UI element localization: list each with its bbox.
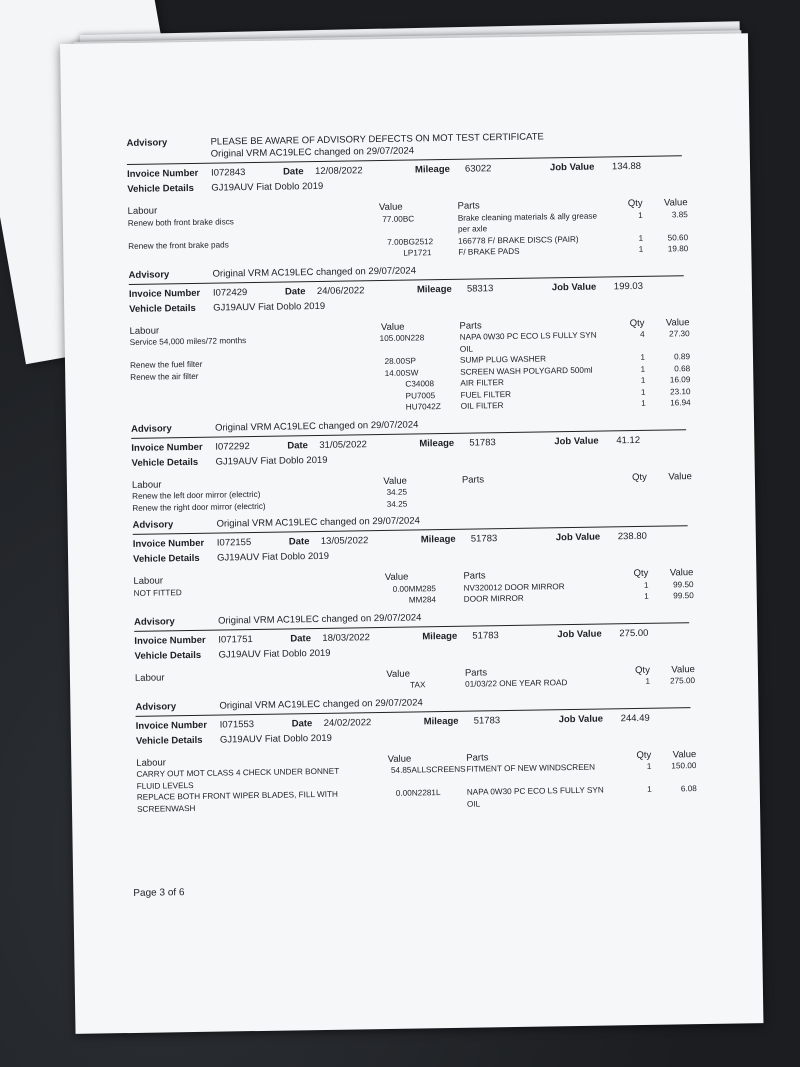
part-value [647, 482, 692, 494]
column-header: Value [663, 197, 688, 209]
mileage-value: 51783 [472, 629, 499, 642]
part-value: 99.50 [672, 579, 694, 589]
job-table [136, 748, 697, 815]
labour-value: 28.00 [384, 356, 406, 366]
part-desc: SCREEN WASH POLYGARD 500ml [460, 365, 593, 377]
part-code [407, 486, 462, 498]
advisory-label: Advisory [135, 700, 177, 713]
date-value: 24/02/2022 [323, 716, 372, 729]
column-header: Value [387, 753, 412, 765]
part-qty [607, 494, 647, 506]
mileage-label: Mileage [414, 163, 450, 176]
part-code: TAX [410, 680, 426, 690]
column-header: Labour [136, 756, 166, 769]
part-desc: SUMP PLUG WASHER [459, 354, 547, 365]
date-value: 31/05/2022 [319, 438, 367, 451]
labour-desc: Renew the right door mirror (electric) [132, 501, 266, 513]
part-desc: NAPA 0W30 PC ECO LS FULLY SYN OIL [466, 785, 604, 809]
labour-value: 77.00 [382, 214, 403, 224]
advisory-line: Original VRM AC19LEC changed on 29/07/2024 [219, 696, 423, 712]
document-page [60, 33, 763, 1034]
job-value-label: Job Value [555, 531, 601, 544]
column-header: Parts [457, 200, 480, 212]
part-qty: 1 [643, 580, 649, 590]
part-qty: 1 [644, 591, 649, 601]
invoice-record [134, 608, 696, 696]
labour-value: 0.00 [395, 788, 412, 798]
vehicle-details-value: GJ19AUV Fiat Doblo 2019 [215, 454, 328, 468]
labour-value [355, 390, 405, 402]
invoice-number-label: Invoice Number [131, 441, 203, 454]
mileage-label: Mileage [423, 715, 459, 727]
advisory-label: Advisory [126, 137, 168, 149]
labour-value: 34.25 [386, 499, 408, 509]
invoice-record [126, 129, 689, 263]
mileage-label: Mileage [416, 283, 452, 295]
date-label: Date [288, 536, 310, 548]
vehicle-details-value: GJ19AUV Fiat Doblo 2019 [217, 550, 330, 564]
job-value-label: Job Value [554, 435, 599, 447]
invoice-number-label: Invoice Number [132, 537, 205, 550]
vehicle-details-label: Vehicle Details [135, 734, 203, 747]
part-value: 3.85 [671, 209, 688, 219]
column-header [407, 474, 462, 486]
vehicle-details-label: Vehicle Details [127, 182, 194, 195]
labour-value: 105.00 [379, 333, 405, 344]
column-header [410, 667, 465, 679]
job-value-label: Job Value [558, 713, 604, 725]
part-code: C34008 [405, 379, 435, 389]
vehicle-details-label: Vehicle Details [133, 552, 200, 565]
part-desc: 166778 F/ BRAKE DISCS (PAIR) [458, 234, 579, 246]
labour-value [360, 680, 410, 692]
column-header: Parts [464, 666, 488, 679]
labour-value [359, 595, 409, 607]
column-header: Labour [127, 205, 158, 217]
invoice-record [130, 415, 692, 514]
part-code: ALLSCREENS [411, 764, 466, 775]
job-value-value: 41.12 [616, 434, 641, 446]
invoice-number-value: I071751 [218, 633, 253, 646]
part-value: 0.68 [674, 363, 691, 373]
vehicle-details-value: GJ19AUV Fiat Doblo 2019 [218, 647, 331, 661]
labour-value [356, 402, 406, 414]
advisory-text [215, 419, 418, 434]
part-code [407, 497, 462, 509]
date-label: Date [282, 166, 304, 178]
mileage-value: 51783 [470, 533, 498, 545]
column-header: Value [380, 321, 405, 333]
part-desc [462, 495, 607, 509]
mileage-value: 51783 [473, 714, 501, 727]
column-header: Qty [636, 749, 652, 761]
part-value: 6.08 [680, 784, 697, 794]
job-table [127, 197, 689, 263]
column-header: Value [672, 748, 697, 760]
vehicle-details-label: Vehicle Details [129, 302, 196, 315]
labour-value [353, 248, 403, 260]
part-qty: 1 [638, 244, 644, 254]
labour-desc: Renew the front brake pads [128, 239, 229, 251]
part-value: 0.89 [673, 352, 691, 362]
date-label: Date [290, 632, 312, 644]
job-table [134, 663, 696, 696]
labour-desc [134, 595, 359, 610]
part-qty: 1 [640, 375, 646, 385]
labour-desc: Renew the air filter [130, 371, 199, 382]
vehicle-details-value: GJ19AUV Fiat Doblo 2019 [219, 732, 332, 746]
advisory-label: Advisory [132, 519, 174, 531]
job-value-value: 244.49 [620, 712, 650, 724]
part-code: N2281L [411, 788, 441, 798]
labour-value: 34.25 [386, 487, 408, 497]
part-value: 275.00 [669, 676, 696, 686]
labour-desc: Renew both front brake discs [127, 216, 234, 228]
vehicle-details-label: Vehicle Details [134, 649, 202, 662]
labour-value: 54.85 [390, 765, 412, 775]
date-value: 24/06/2022 [316, 284, 365, 297]
labour-desc: NOT FITTED [133, 587, 182, 598]
column-header [403, 201, 458, 213]
part-code: MM285 [408, 583, 436, 594]
job-value-label: Job Value [549, 161, 595, 174]
part-value: 27.30 [669, 329, 690, 339]
labour-desc [128, 248, 353, 263]
column-header [411, 752, 466, 764]
part-value: 19.80 [667, 244, 689, 254]
part-qty: 1 [640, 387, 646, 397]
advisory-text [216, 515, 419, 530]
column-header: Parts [463, 570, 486, 582]
part-value: 16.09 [669, 375, 691, 385]
part-value: 16.94 [670, 398, 691, 408]
job-value-value: 238.80 [617, 530, 647, 543]
vehicle-details-value: GJ19AUV Fiat Doblo 2019 [213, 300, 326, 314]
part-code: SW [405, 367, 419, 378]
labour-desc [131, 402, 356, 417]
invoice-record [132, 511, 694, 610]
date-label: Date [291, 717, 313, 729]
mileage-label: Mileage [422, 630, 458, 642]
column-header: Qty [629, 317, 645, 329]
part-code: N228 [404, 333, 425, 343]
date-value: 12/08/2022 [314, 165, 363, 178]
invoice-number-label: Invoice Number [128, 287, 201, 300]
job-value-value: 134.88 [611, 160, 642, 173]
part-desc: FITMENT OF NEW WINDSCREEN [466, 762, 596, 774]
part-desc: AIR FILTER [460, 378, 504, 388]
mileage-value: 58313 [466, 282, 494, 295]
advisory-line: Original VRM AC19LEC changed on 29/07/2024 [216, 515, 420, 530]
labour-desc: CARRY OUT MOT CLASS 4 CHECK UNDER BONNET FLUID LEVELS [136, 766, 340, 791]
mileage-value: 51783 [469, 436, 496, 449]
column-header: Qty [633, 567, 649, 580]
advisory-text [218, 612, 421, 627]
part-qty: 1 [646, 761, 652, 771]
invoice-number-label: Invoice Number [134, 634, 206, 647]
advisory-text [210, 131, 544, 160]
labour-desc: REPLACE BOTH FRONT WIPER BLADES, FILL WITH SCREENWASH [136, 789, 338, 814]
column-header: Value [383, 475, 407, 487]
advisory-line: Original VRM AC19LEC changed on 29/07/2024 [210, 145, 415, 160]
date-value: 18/03/2022 [322, 631, 370, 644]
job-value-label: Job Value [557, 628, 602, 640]
part-value: 23.10 [669, 386, 691, 396]
part-qty: 1 [641, 398, 646, 408]
column-header: Qty [635, 664, 650, 676]
column-header: Value [384, 571, 409, 583]
column-header: Labour [133, 575, 164, 587]
column-header [404, 320, 459, 332]
advisory-text [219, 697, 422, 712]
page-number: Page 3 of 6 [133, 887, 185, 899]
invoice-number-label: Invoice Number [135, 719, 208, 732]
part-code: LP1721 [403, 248, 432, 258]
labour-value: 0.00 [392, 584, 409, 594]
advisory-line: Original VRM AC19LEC changed on 29/07/2024 [217, 611, 422, 627]
column-header: Labour [134, 671, 165, 684]
labour-desc [135, 680, 360, 695]
column-header: Labour [129, 324, 160, 337]
column-header: Value [671, 663, 695, 675]
column-header: Parts [459, 319, 482, 332]
job-value-label: Job Value [551, 281, 597, 293]
column-header: Value [378, 201, 403, 214]
date-label: Date [284, 285, 306, 297]
vehicle-details-value: GJ19AUV Fiat Doblo 2019 [211, 180, 324, 194]
column-header: Parts [466, 751, 489, 764]
labour-value [355, 379, 405, 391]
column-header: Parts [461, 473, 485, 486]
labour-value: 14.00 [384, 368, 406, 378]
part-code: PU7005 [405, 390, 436, 401]
labour-desc: Renew the left door mirror (electric) [132, 489, 261, 501]
part-qty: 1 [647, 784, 652, 794]
part-desc: NV320012 DOOR MIRROR [463, 581, 565, 593]
invoice-number-label: Invoice Number [126, 167, 199, 180]
advisory-label: Advisory [134, 615, 175, 628]
job-value-value: 199.03 [613, 280, 644, 292]
column-header: Value [665, 316, 690, 329]
invoice-number-value: I072155 [216, 537, 252, 549]
records-list [126, 129, 697, 821]
advisory-label: Advisory [128, 268, 170, 281]
labour-desc: Service 54,000 miles/72 months [129, 336, 247, 347]
column-header: Qty [627, 197, 643, 210]
part-code: BG2512 [403, 236, 434, 247]
advisory-line: PLEASE BE AWARE OF ADVISORY DEFECTS ON MOT TEST CERTIFICATE [210, 131, 544, 148]
job-value-value: 275.00 [619, 627, 649, 639]
column-header [408, 571, 463, 583]
column-header: Value [386, 668, 411, 680]
part-qty: 4 [640, 329, 645, 339]
advisory-text [213, 265, 416, 280]
part-code: HU7042Z [405, 402, 441, 412]
column-header: Value [668, 470, 692, 482]
date-value: 13/05/2022 [320, 535, 369, 547]
mileage-label: Mileage [419, 437, 455, 449]
part-desc: FUEL FILTER [460, 389, 512, 400]
labour-value: 7.00 [387, 237, 404, 247]
invoice-number-value: I071553 [219, 718, 255, 731]
job-table [129, 316, 691, 418]
job-table [131, 470, 692, 514]
advisory-line: Original VRM AC19LEC changed on 29/07/2024 [214, 418, 419, 434]
part-desc: Brake cleaning materials & ally grease per axle [457, 211, 598, 234]
part-value: 50.60 [667, 232, 689, 242]
part-value: 150.00 [671, 761, 697, 771]
mileage-value: 63022 [464, 163, 492, 175]
part-qty: 1 [645, 676, 651, 686]
date-label: Date [287, 439, 309, 451]
part-qty: 1 [638, 233, 644, 243]
part-code: BC [402, 213, 415, 224]
part-qty: 1 [640, 352, 646, 362]
invoice-number-value: I072843 [210, 167, 246, 179]
part-value: 99.50 [673, 591, 694, 601]
part-code: SP [404, 356, 417, 366]
part-qty: 1 [638, 210, 643, 220]
invoice-number-value: I072292 [215, 440, 250, 453]
column-header: Labour [131, 478, 162, 491]
part-desc: OIL FILTER [460, 401, 504, 411]
part-desc: 01/03/22 ONE YEAR ROAD [465, 678, 568, 689]
job-table [133, 567, 694, 610]
part-value [647, 494, 692, 506]
vehicle-details-label: Vehicle Details [131, 456, 199, 469]
part-code: MM284 [408, 595, 437, 605]
invoice-record [135, 693, 697, 815]
invoice-number-value: I072429 [212, 286, 248, 299]
part-desc: DOOR MIRROR [463, 593, 524, 604]
column-header: Value [669, 567, 694, 579]
advisory-line: Original VRM AC19LEC changed on 29/07/2024 [212, 264, 417, 280]
column-header: Qty [632, 471, 647, 483]
part-desc: NAPA 0W30 PC ECO LS FULLY SYN OIL [459, 330, 597, 354]
part-desc: F/ BRAKE PADS [458, 246, 520, 257]
part-qty [607, 483, 647, 495]
part-qty: 1 [640, 364, 646, 374]
advisory-label: Advisory [130, 422, 172, 435]
labour-desc: Renew the fuel filter [129, 359, 203, 370]
invoice-record [128, 261, 691, 418]
mileage-label: Mileage [420, 533, 456, 546]
